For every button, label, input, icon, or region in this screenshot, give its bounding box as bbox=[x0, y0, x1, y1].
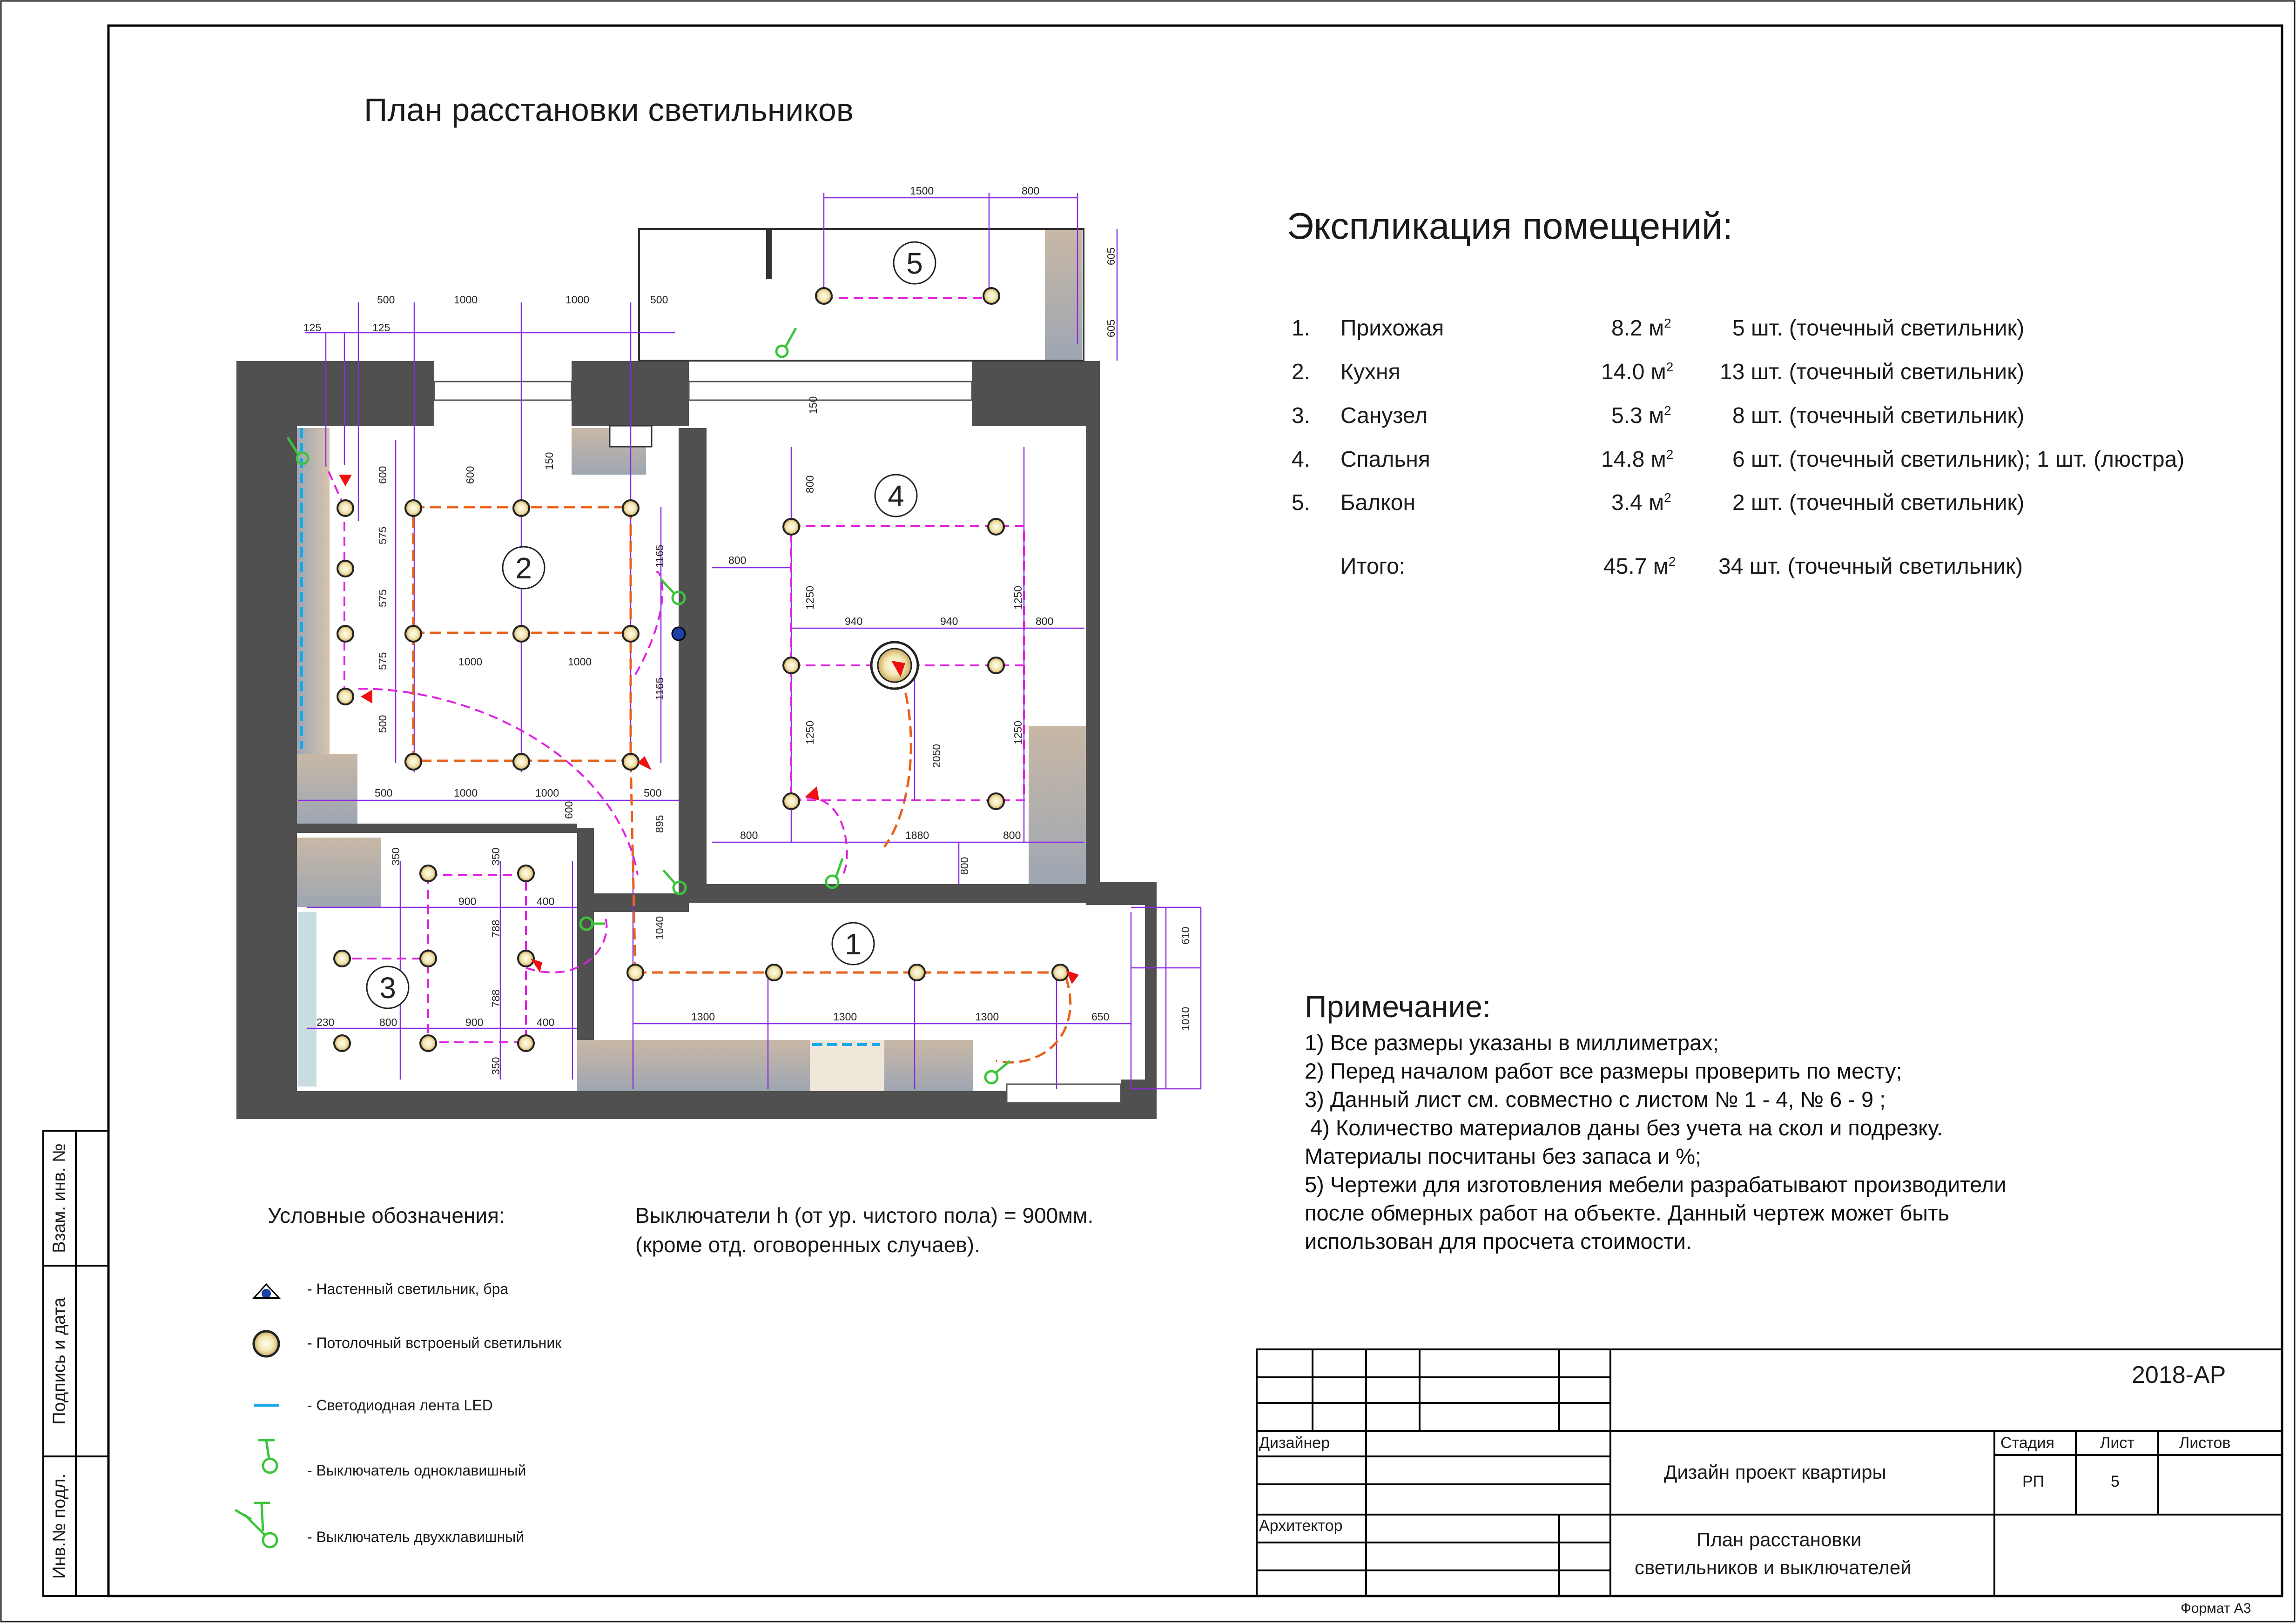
room-number-2: 2 bbox=[515, 551, 532, 585]
room-number-3: 3 bbox=[379, 971, 396, 1005]
room-area: 14.8 $м^2$ bbox=[1601, 447, 1674, 472]
dim-label: 1000 bbox=[568, 656, 592, 668]
dim-label: 1880 bbox=[905, 829, 929, 841]
sheets-header: Листов bbox=[2179, 1434, 2231, 1452]
dim-label: 230 bbox=[316, 1016, 335, 1028]
side-stamp-original-inv: Инв.№ подл. bbox=[49, 1473, 69, 1579]
drawing-name-line-1: План расстановки bbox=[1697, 1529, 1862, 1550]
room-index: 2. bbox=[1292, 360, 1311, 384]
dim-label: 400 bbox=[537, 895, 555, 907]
dim-label: 800 bbox=[804, 475, 816, 493]
sheet-number: 5 bbox=[2111, 1473, 2120, 1490]
designer-label: Дизайнер bbox=[1259, 1434, 1330, 1452]
room-index: 5. bbox=[1292, 490, 1311, 515]
dim-label: 125 bbox=[372, 322, 391, 334]
dim-label: 895 bbox=[653, 815, 666, 833]
stage-header: Стадия bbox=[2000, 1434, 2054, 1452]
dim-label: 350 bbox=[390, 847, 402, 865]
side-stamp-signature-date: Подпись и дата bbox=[49, 1297, 69, 1425]
note-line: использован для просчета стоимости. bbox=[1305, 1229, 1692, 1254]
sheet-header: Лист bbox=[2100, 1434, 2134, 1452]
note-line: 2) Перед началом работ все размеры проверить по месту; bbox=[1305, 1059, 1902, 1083]
balcony bbox=[639, 229, 1084, 361]
note-line: 5) Чертежи для изготовления мебели разрабатывают производители bbox=[1305, 1172, 2006, 1197]
dim-label: 650 bbox=[1091, 1011, 1110, 1023]
legend-item-led-strip: - Светодиодная лента LED bbox=[307, 1397, 493, 1414]
dim-label: 800 bbox=[1022, 185, 1040, 197]
dim-label: 600 bbox=[563, 801, 575, 819]
single-switch-icon bbox=[258, 1440, 277, 1473]
room-name: Кухня bbox=[1340, 360, 1400, 384]
notes-heading: Примечание: bbox=[1305, 989, 1491, 1024]
dim-label: 900 bbox=[458, 895, 477, 907]
legend-item-single-switch: - Выключатель одноклавишный bbox=[307, 1462, 526, 1479]
total-label: Итого: bbox=[1340, 554, 1406, 579]
drawing-name-line-2: светильников и выключателей bbox=[1635, 1556, 1912, 1578]
dim-label: 1165 bbox=[653, 544, 666, 568]
dim-label: 1300 bbox=[975, 1011, 999, 1023]
room-index: 1. bbox=[1292, 316, 1311, 341]
room-name: Санузел bbox=[1340, 403, 1427, 428]
dim-label: 1000 bbox=[535, 787, 559, 799]
room-number-4: 4 bbox=[888, 479, 904, 513]
stage-value: РП bbox=[2022, 1473, 2045, 1490]
room-lights: 6 шт. (точечный светильник); 1 шт. (люстра) bbox=[1732, 447, 2185, 472]
dim-label: 1010 bbox=[1179, 1006, 1192, 1031]
wall-lamp-icon bbox=[254, 1284, 279, 1298]
room-area: 5.3 $м^2$ bbox=[1611, 403, 1671, 428]
dim-label: 1250 bbox=[804, 585, 816, 610]
room-lights: 13 шт. (точечный светильник) bbox=[1720, 360, 2025, 384]
balcony-door-jamb bbox=[766, 228, 772, 279]
document-code: 2018-АР bbox=[2132, 1361, 2226, 1388]
dim-label: 150 bbox=[543, 452, 555, 470]
dim-label: 1300 bbox=[833, 1011, 857, 1023]
room-name: Прихожая bbox=[1340, 316, 1444, 341]
dim-label: 940 bbox=[845, 615, 863, 627]
note-line: 3) Данный лист см. совместно с листом № 1 - 4, № 6 - 9 ; bbox=[1305, 1087, 1886, 1112]
note-line: 1) Все размеры указаны в миллиметрах; bbox=[1305, 1030, 1719, 1055]
room-index: 4. bbox=[1292, 447, 1311, 472]
dim-label: 1300 bbox=[691, 1011, 715, 1023]
floor-plan bbox=[236, 185, 1201, 1119]
dim-label: 2050 bbox=[930, 744, 943, 768]
dim-label: 500 bbox=[650, 294, 668, 306]
room-lights: 2 шт. (точечный светильник) bbox=[1732, 490, 2025, 515]
balcony-cabinet bbox=[1045, 230, 1082, 360]
legend-item-wall-lamp: - Настенный светильник, бра bbox=[307, 1281, 509, 1297]
dim-label: 350 bbox=[490, 847, 502, 865]
dim-label: 800 bbox=[740, 829, 758, 841]
side-stamp-replacement-inv: Взам. инв. № bbox=[49, 1143, 69, 1253]
project-name: Дизайн проект квартиры bbox=[1664, 1461, 1886, 1483]
legend-heading: Условные обозначения: bbox=[268, 1203, 505, 1227]
dim-label: 800 bbox=[379, 1016, 397, 1028]
explication-heading: Экспликация помещений: bbox=[1287, 205, 1733, 247]
room-index: 3. bbox=[1292, 403, 1311, 428]
dim-label: 605 bbox=[1105, 319, 1117, 337]
dim-label: 575 bbox=[377, 589, 389, 607]
legend-item-ceiling-spot: - Потолочный встроеный светильник bbox=[307, 1335, 562, 1351]
dim-label: 1250 bbox=[804, 720, 816, 744]
dim-label: 1000 bbox=[454, 294, 478, 306]
note-line: после обмерных работ на объекте. Данный чертеж может быть bbox=[1305, 1200, 1950, 1225]
dim-label: 500 bbox=[644, 787, 662, 799]
legend-icons bbox=[235, 1284, 279, 1547]
dim-label: 940 bbox=[940, 615, 958, 627]
dim-label: 605 bbox=[1105, 247, 1117, 265]
dim-label: 1000 bbox=[566, 294, 590, 306]
room-lights: 5 шт. (точечный светильник) bbox=[1732, 316, 2025, 341]
room-number-5: 5 bbox=[906, 247, 923, 280]
room-area: 14.0 $м^2$ bbox=[1601, 360, 1674, 384]
room-name: Спальня bbox=[1340, 447, 1430, 472]
dim-label: 1250 bbox=[1012, 720, 1024, 744]
paper-format: Формат А3 bbox=[2181, 1601, 2251, 1616]
dim-label: 350 bbox=[490, 1057, 502, 1075]
dim-label: 125 bbox=[303, 322, 322, 334]
switch-height-note: Выключатели h (от ур. чистого пола) = 900мм. bbox=[635, 1203, 1094, 1227]
dim-label: 788 bbox=[490, 989, 502, 1007]
room-lights: 8 шт. (точечный светильник) bbox=[1732, 403, 2025, 428]
room-number-1: 1 bbox=[845, 927, 862, 961]
dim-label: 900 bbox=[465, 1016, 484, 1028]
dim-label: 1000 bbox=[458, 656, 483, 668]
switch-height-note-2: (кроме отд. оговоренных случаев). bbox=[635, 1233, 980, 1257]
note-line: 4) Количество материалов даны без учета на скол и подрезку. bbox=[1310, 1115, 1943, 1140]
architect-label: Архитектор bbox=[1259, 1517, 1343, 1535]
room-area: 3.4 $м^2$ bbox=[1611, 490, 1671, 515]
dim-label: 600 bbox=[464, 466, 476, 484]
dim-label: 575 bbox=[377, 652, 389, 670]
room-area: 8.2 $м^2$ bbox=[1611, 316, 1671, 341]
dim-label: 800 bbox=[958, 857, 970, 875]
dim-label: 800 bbox=[728, 554, 747, 566]
dim-label: 150 bbox=[807, 396, 819, 414]
total-area: 45.7 $м^2$ bbox=[1603, 554, 1676, 579]
spot-connections bbox=[413, 507, 1071, 1062]
notes-list bbox=[1305, 1028, 2006, 1255]
dim-label: 1165 bbox=[653, 677, 666, 700]
dim-label: 400 bbox=[537, 1016, 555, 1028]
dim-label: 500 bbox=[377, 715, 389, 733]
dim-label: 800 bbox=[1003, 829, 1021, 841]
dim-label: 788 bbox=[490, 919, 502, 938]
dim-label: 1500 bbox=[910, 185, 934, 197]
page-title: План расстановки светильников bbox=[364, 92, 854, 128]
total-lights: 34 шт. (точечный светильник) bbox=[1718, 554, 2023, 579]
dim-label: 575 bbox=[377, 526, 389, 544]
dim-label: 600 bbox=[377, 466, 389, 484]
ceiling-spot-icon bbox=[254, 1331, 279, 1356]
dim-label: 1250 bbox=[1012, 585, 1024, 610]
legend-item-double-switch: - Выключатель двухклавишный bbox=[307, 1529, 525, 1545]
dim-label: 800 bbox=[1036, 615, 1054, 627]
note-line: Материалы посчитаны без запаса и %; bbox=[1305, 1144, 1702, 1168]
room-name: Балкон bbox=[1340, 490, 1415, 515]
dim-label: 500 bbox=[375, 787, 393, 799]
double-switch-icon bbox=[235, 1503, 277, 1547]
dim-label: 610 bbox=[1179, 926, 1192, 945]
dim-label: 1000 bbox=[454, 787, 478, 799]
wall-lamp bbox=[672, 627, 685, 640]
dim-label: 1040 bbox=[653, 916, 666, 940]
dim-label: 500 bbox=[377, 294, 395, 306]
